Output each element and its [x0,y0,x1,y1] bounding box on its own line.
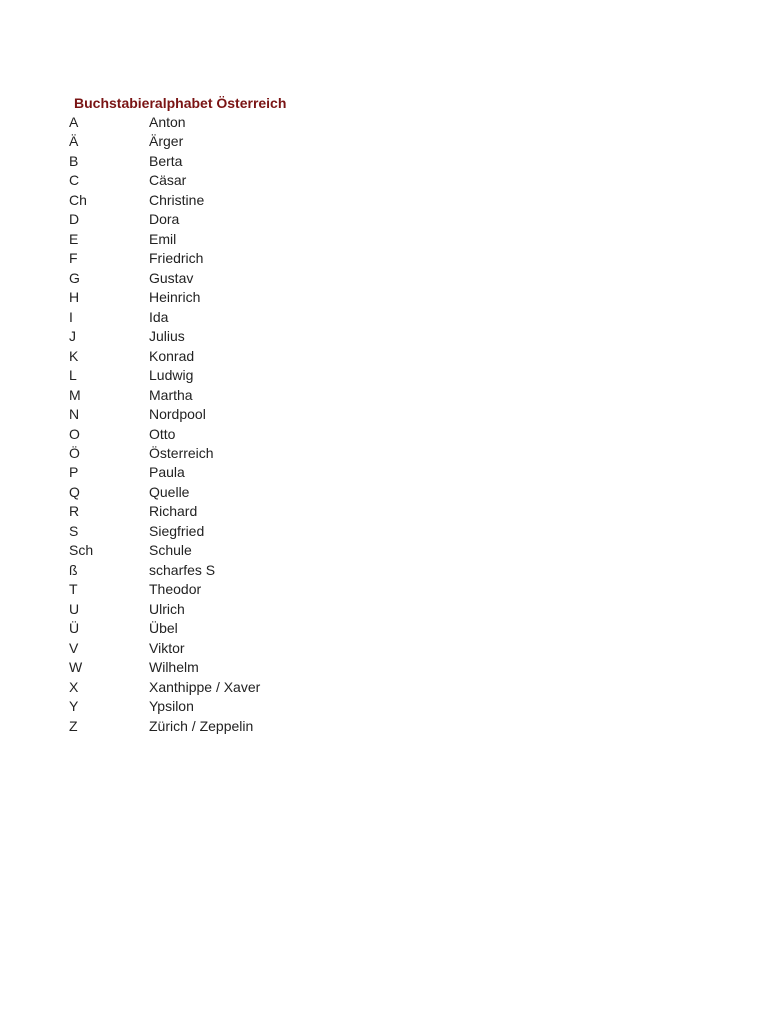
row-word: Ypsilon [149,698,194,715]
table-row [69,425,389,444]
table-row [69,541,389,560]
table-row [69,230,389,249]
table-row [69,249,389,268]
row-word: Konrad [149,347,195,364]
row-word: Österreich [149,444,214,461]
row-letter: J [69,328,76,345]
table-row [69,678,389,697]
row-letter: I [69,308,73,325]
row-word: Otto [149,425,176,442]
row-word: Wilhelm [149,659,199,676]
row-letter: C [69,172,80,189]
row-word: Emil [149,230,177,247]
row-word: Quelle [149,483,190,500]
table-row [69,483,389,502]
table-row [69,639,389,658]
row-letter: Q [69,483,80,500]
table-row [69,697,389,716]
table-row [69,288,389,307]
table-row [69,619,389,638]
row-word: Nordpool [149,406,206,423]
table-row [69,327,389,346]
row-word: Xanthippe / Xaver [149,678,261,695]
table-row [69,502,389,521]
table-row [69,463,389,482]
row-letter: W [69,659,83,676]
table-row [69,152,389,171]
table-row [69,113,389,132]
row-letter: F [69,250,78,267]
row-letter: R [69,503,80,520]
row-letter: Ü [69,620,80,637]
row-letter: T [69,581,78,598]
row-word: Christine [149,191,205,208]
row-letter: Sch [69,542,94,559]
row-word: Gustav [149,269,194,286]
table-row [69,210,389,229]
row-word: Richard [149,503,198,520]
row-word: Viktor [149,639,185,656]
table-row [69,347,389,366]
row-word: Ida [149,308,169,325]
row-letter: E [69,230,79,247]
row-letter: V [69,639,79,656]
row-letter: B [69,152,79,169]
row-word: Anton [149,114,186,130]
table-row [69,444,389,463]
row-word: Cäsar [149,172,187,189]
table-row [69,522,389,541]
table-row [69,580,389,599]
row-word: Julius [149,328,185,345]
table-row [69,658,389,677]
table-row [69,308,389,327]
row-letter: G [69,269,80,286]
table-row [69,561,389,580]
row-letter: Ä [69,133,79,150]
table-row [69,717,389,736]
spelling-alphabet-table [69,113,389,736]
table-row [69,132,389,151]
table-row [69,600,389,619]
row-letter: O [69,425,80,442]
row-word: Zürich / Zeppelin [149,717,254,734]
row-word: Schule [149,542,192,559]
row-word: scharfes S [149,561,216,578]
table-row [69,171,389,190]
table-row [69,405,389,424]
row-letter: H [69,289,80,306]
document-title: Buchstabieralphabet Österreich [74,95,287,111]
row-letter: Y [69,698,79,715]
row-word: Übel [149,620,178,637]
table-row [69,191,389,210]
row-word: Ludwig [149,367,194,384]
row-word: Paula [149,464,185,481]
row-letter: M [69,386,81,403]
row-letter: K [69,347,79,364]
row-word: Ärger [149,133,184,150]
row-word: Ulrich [149,600,185,617]
row-letter: U [69,600,80,617]
row-letter: Ch [69,191,87,208]
row-letter: L [69,367,77,384]
row-letter: P [69,464,79,481]
row-word: Berta [149,152,183,169]
row-letter: N [69,406,80,423]
row-letter: D [69,211,80,228]
row-word: Dora [149,211,180,228]
row-word: Siegfried [149,522,205,539]
row-word: Friedrich [149,250,204,267]
row-letter: S [69,522,79,539]
row-word: Theodor [149,581,202,598]
row-letter: Z [69,717,78,734]
row-letter: ß [69,561,78,578]
row-word: Heinrich [149,289,201,306]
row-letter: Ö [69,444,80,461]
table-row [69,269,389,288]
table-row [69,386,389,405]
row-letter: X [69,678,79,695]
table-row [69,366,389,385]
row-word: Martha [149,386,193,403]
row-letter: A [69,114,79,130]
